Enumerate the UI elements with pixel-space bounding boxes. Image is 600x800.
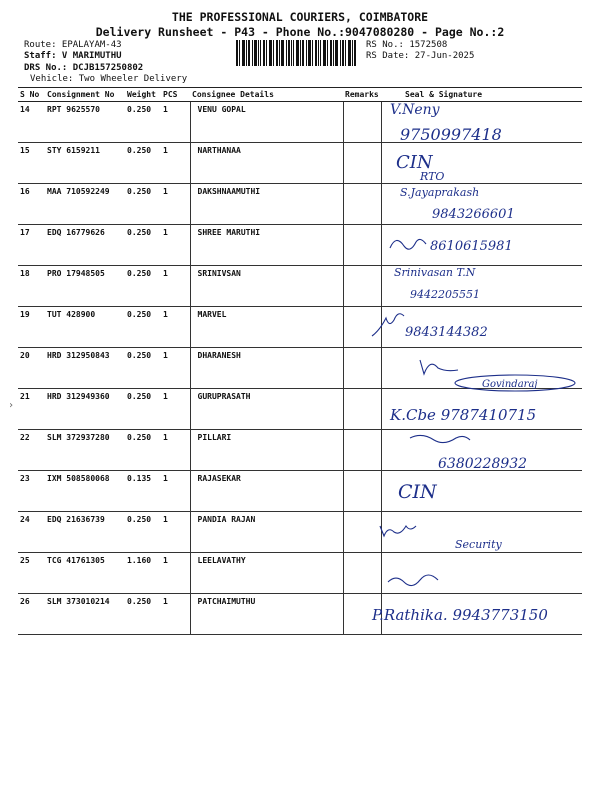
cell-weight-text: 0.250 (127, 597, 152, 606)
cell-pcs-text: 1 (163, 433, 168, 442)
cell-consignment (45, 389, 125, 430)
cell-weight-text: 1.160 (127, 556, 152, 565)
cell-sno (18, 184, 45, 225)
cell-weight (125, 266, 161, 307)
cell-weight-text: 0.250 (127, 433, 152, 442)
cell-consignee (190, 184, 343, 225)
cell-signature (381, 184, 582, 225)
cell-sno (18, 225, 45, 266)
sig-row14-b: 9750997418 (400, 125, 502, 144)
cell-remarks (343, 184, 381, 225)
cell-consignee-text: PANDIA RAJAN (197, 515, 256, 524)
table-row (18, 430, 582, 471)
cell-sno (18, 553, 45, 594)
cell-consignment-text: HRD 312950843 (47, 351, 110, 360)
cell-consignment (45, 430, 125, 471)
cell-sno-text: 17 (20, 228, 30, 237)
cell-pcs (161, 225, 190, 266)
cell-consignee-text: GURUPRASATH (197, 392, 251, 401)
cell-pcs (161, 348, 190, 389)
cell-consignee (190, 102, 343, 143)
table-row (18, 553, 582, 594)
sig-row18-a: Srinivasan T.N (394, 266, 476, 279)
cell-consignee-text: PATCHAIMUTHU (197, 597, 256, 606)
cell-consignment (45, 512, 125, 553)
cell-remarks (343, 594, 381, 635)
cell-sno-text: 23 (20, 474, 30, 483)
cell-consignee-text: SRINIVSAN (197, 269, 241, 278)
cell-remarks (343, 307, 381, 348)
sig-row20-a: Govindaraj (482, 379, 538, 390)
cell-sno (18, 471, 45, 512)
sig-row26-a: P.Rathika. 9943773150 (372, 606, 548, 624)
table-row (18, 143, 582, 184)
cell-consignment-text: SLM 373010214 (47, 597, 110, 606)
sig-row21-a: K.Cbe 9787410715 (390, 406, 537, 424)
rs-date: RS Date: 27-Jun-2025 (366, 51, 475, 61)
table-row (18, 225, 582, 266)
cell-sno (18, 594, 45, 635)
cell-consignment-text: STY 6159211 (47, 146, 100, 155)
col-header-consignment: Consignment No (45, 88, 125, 102)
table-row (18, 184, 582, 225)
cell-weight-text: 0.250 (127, 105, 152, 114)
cell-consignment (45, 102, 125, 143)
rs-number: RS No.: 1572508 (366, 40, 448, 50)
cell-pcs-text: 1 (163, 474, 168, 483)
cell-weight (125, 102, 161, 143)
cell-pcs-text: 1 (163, 105, 168, 114)
cell-weight (125, 307, 161, 348)
cell-consignment-text: RPT 9625570 (47, 105, 100, 114)
cell-weight (125, 225, 161, 266)
cell-signature (381, 594, 582, 635)
cell-consignee (190, 389, 343, 430)
cell-sno-text: 25 (20, 556, 30, 565)
cell-pcs-text: 1 (163, 351, 168, 360)
cell-consignment-text: IXM 508580068 (47, 474, 110, 483)
cell-consignee (190, 266, 343, 307)
cell-consignee-text: DAKSHNAAMUTHI (197, 187, 261, 196)
cell-weight-text: 0.250 (127, 146, 152, 155)
cell-sno (18, 266, 45, 307)
cell-remarks (343, 553, 381, 594)
cell-pcs (161, 307, 190, 348)
cell-consignment-text: SLM 372937280 (47, 433, 110, 442)
cell-remarks (343, 389, 381, 430)
cell-pcs (161, 594, 190, 635)
cell-remarks (343, 143, 381, 184)
table-row (18, 512, 582, 553)
cell-sno (18, 348, 45, 389)
cell-signature (381, 225, 582, 266)
cell-remarks (343, 102, 381, 143)
cell-consignee (190, 553, 343, 594)
cell-remarks (343, 266, 381, 307)
cell-remarks (343, 225, 381, 266)
cell-pcs-text: 1 (163, 187, 168, 196)
cell-weight-text: 0.250 (127, 515, 152, 524)
cell-consignment-text: TUT 428900 (47, 310, 96, 319)
col-header-consignee: Consignee Details (190, 88, 343, 102)
cell-consignment-text: EDQ 21636739 (47, 515, 105, 524)
cell-sno-text: 15 (20, 146, 30, 155)
cell-consignment-text: TCG 41761305 (47, 556, 105, 565)
runsheet-table (18, 87, 582, 635)
cell-sno-text: 18 (20, 269, 30, 278)
cell-sno-text: 19 (20, 310, 30, 319)
cell-sno-text: 14 (20, 105, 30, 114)
cell-consignee (190, 225, 343, 266)
cell-remarks (343, 348, 381, 389)
table-row (18, 102, 582, 143)
vehicle-label: Vehicle: Two Wheeler Delivery (30, 74, 188, 84)
cell-pcs-text: 1 (163, 146, 168, 155)
cell-consignment (45, 348, 125, 389)
cell-sno (18, 307, 45, 348)
cell-sno-text: 24 (20, 515, 30, 524)
cell-signature (381, 348, 582, 389)
cell-signature (381, 471, 582, 512)
cell-weight (125, 348, 161, 389)
sig-row15-a: CIN (396, 152, 433, 173)
cell-weight-text: 0.250 (127, 310, 152, 319)
cell-consignment-text: MAA 710592249 (47, 187, 110, 196)
col-header-pcs: PCS (161, 88, 190, 102)
cell-pcs-text: 1 (163, 269, 168, 278)
cell-pcs-text: 1 (163, 556, 168, 565)
cell-consignment-text: EDQ 16779626 (47, 228, 105, 237)
cell-remarks (343, 430, 381, 471)
sig-row14-a: V.Neny (390, 102, 440, 118)
cell-pcs-text: 1 (163, 228, 168, 237)
cell-sno (18, 430, 45, 471)
cell-weight (125, 553, 161, 594)
cell-consignee-text: LEELAVATHY (197, 556, 246, 565)
cell-consignee-text: PILLARI (197, 433, 232, 442)
cell-consignment (45, 143, 125, 184)
cell-consignee-text: VENU GOPAL (197, 105, 246, 114)
cell-weight-text: 0.135 (127, 474, 152, 483)
cell-weight (125, 430, 161, 471)
cell-signature (381, 266, 582, 307)
table-row (18, 471, 582, 512)
cell-consignment (45, 553, 125, 594)
cell-sno (18, 143, 45, 184)
col-header-remarks: Remarks (343, 88, 381, 102)
table-header-row (18, 88, 582, 102)
cell-weight (125, 184, 161, 225)
cell-signature (381, 512, 582, 553)
cell-remarks (343, 471, 381, 512)
cell-consignment (45, 471, 125, 512)
cell-pcs (161, 553, 190, 594)
route-label: Route: EPALAYAM-43 (24, 40, 122, 50)
cell-weight-text: 0.250 (127, 392, 152, 401)
cell-pcs (161, 430, 190, 471)
sig-row19-a: 9843144382 (405, 325, 488, 340)
cell-weight-text: 0.250 (127, 187, 152, 196)
cell-consignee (190, 471, 343, 512)
cell-consignment (45, 225, 125, 266)
cell-signature (381, 102, 582, 143)
cell-consignee (190, 512, 343, 553)
runsheet-page: THE PROFESSIONAL COURIERS, COIMBATORE Delivery Runsheet - P43 - Phone No.:9047080280 - Page No.:2 Route: EPALAYAM-43 Staff: V MARIMUTHU DRS No.: DCJB157250802 Vehicle: Two Wheeler Delivery RS No.: 1572508 RS Date: 27-Jun-2025 S No Consignment No Weight PCS Consignee Details Remarks Seal & Signature 14 RPT 9625570 0.250 1 VENU GOPAL 15 STY 6159211 0.250 1 NARTHANAA 16 MAA 710592249 0.250 1 DAKSHNAAMUTHI 17 EDQ 16779626 0.250 1 SHREE MARUTHI 18 PRO 17948505 0.250 1 SRINIVSAN 19 TUT 428900 0.250 1 MARVEL 20 HRD 312950843 0.250 1 DHARANESH 21 HRD 312949360 0.250 1 GURUPRASATH 22 SLM 372937280 0.250 1 PILLARI 23 IXM 508580068 0.135 1 RAJASEKAR 24 EDQ 21636739 0.250 1 PANDIA RAJAN 25 TCG 41761305 1.160 1 LEELAVATHY 26 SLM 373010214 0.250 1 PATCHAIMUTHU V.Neny 9750997418 CIN RTO S.Jayaprakash 9843266601 8610615981 Srinivasan T.N 9442205551 9843144382 Govindaraj K.Cbe 9787410715 6380228932 CIN Security P.Rathika. 9943773150 › (0, 0, 600, 800)
cell-pcs (161, 266, 190, 307)
cell-consignee-text: RAJASEKAR (197, 474, 241, 483)
cell-pcs-text: 1 (163, 515, 168, 524)
cell-weight (125, 143, 161, 184)
col-header-weight: Weight (125, 88, 161, 102)
cell-signature (381, 307, 582, 348)
cell-weight (125, 512, 161, 553)
table-row (18, 266, 582, 307)
runsheet-subtitle: Delivery Runsheet - P43 - Phone No.:9047080280 - Page No.:2 (95, 25, 505, 39)
cell-weight-text: 0.250 (127, 351, 152, 360)
cell-consignment-text: PRO 17948505 (47, 269, 105, 278)
company-title: THE PROFESSIONAL COURIERS, COIMBATORE (171, 10, 429, 24)
cell-pcs (161, 184, 190, 225)
cell-signature (381, 143, 582, 184)
cell-consignee (190, 430, 343, 471)
cell-weight (125, 389, 161, 430)
sig-row23-a: CIN (398, 481, 437, 503)
cell-sno-text: 22 (20, 433, 30, 442)
cell-consignment (45, 307, 125, 348)
cell-consignment (45, 184, 125, 225)
sig-row16-b: 9843266601 (432, 207, 515, 222)
sig-row22-a: 6380228932 (438, 456, 528, 472)
cell-consignment-text: HRD 312949360 (47, 392, 110, 401)
col-header-signature: Seal & Signature (381, 88, 582, 102)
cell-sno-text: 21 (20, 392, 30, 401)
cell-weight-text: 0.250 (127, 228, 152, 237)
sig-row16-a: S.Jayaprakash (400, 186, 480, 199)
cell-pcs-text: 1 (163, 310, 168, 319)
cell-signature (381, 389, 582, 430)
cell-consignee-text: SHREE MARUTHI (197, 228, 261, 237)
cell-consignee-text: DHARANESH (197, 351, 241, 360)
cell-sno (18, 389, 45, 430)
cell-pcs-text: 1 (163, 392, 168, 401)
cell-sno-text: 16 (20, 187, 30, 196)
cell-remarks (343, 512, 381, 553)
cell-consignee (190, 307, 343, 348)
sig-row15-b: RTO (420, 170, 445, 183)
cell-pcs-text: 1 (163, 597, 168, 606)
cell-weight-text: 0.250 (127, 269, 152, 278)
staff-label: Staff: V MARIMUTHU (24, 51, 122, 61)
drs-number: DRS No.: DCJB157250802 (24, 63, 144, 73)
cell-sno (18, 102, 45, 143)
cell-pcs (161, 143, 190, 184)
cell-consignee-text: MARVEL (197, 310, 227, 319)
cell-weight (125, 471, 161, 512)
cell-consignment (45, 266, 125, 307)
cell-sno-text: 20 (20, 351, 30, 360)
sig-row17-a: 8610615981 (430, 239, 513, 254)
cell-pcs (161, 512, 190, 553)
cell-consignment (45, 594, 125, 635)
cell-pcs (161, 389, 190, 430)
cell-consignee (190, 348, 343, 389)
barcode-image (236, 40, 356, 66)
col-header-sno: S No (18, 88, 45, 102)
cell-consignee (190, 594, 343, 635)
table-row (18, 389, 582, 430)
cell-pcs (161, 471, 190, 512)
cell-sno (18, 512, 45, 553)
sig-row24-a: Security (455, 538, 502, 551)
table-row (18, 307, 582, 348)
cell-consignee (190, 143, 343, 184)
cell-signature (381, 430, 582, 471)
cell-signature (381, 553, 582, 594)
cell-sno-text: 26 (20, 597, 30, 606)
cell-consignee-text: NARTHANAA (197, 146, 241, 155)
cell-weight (125, 594, 161, 635)
sig-row18-b: 9442205551 (410, 288, 480, 301)
cell-pcs (161, 102, 190, 143)
table-row (18, 348, 582, 389)
table-row (18, 594, 582, 635)
